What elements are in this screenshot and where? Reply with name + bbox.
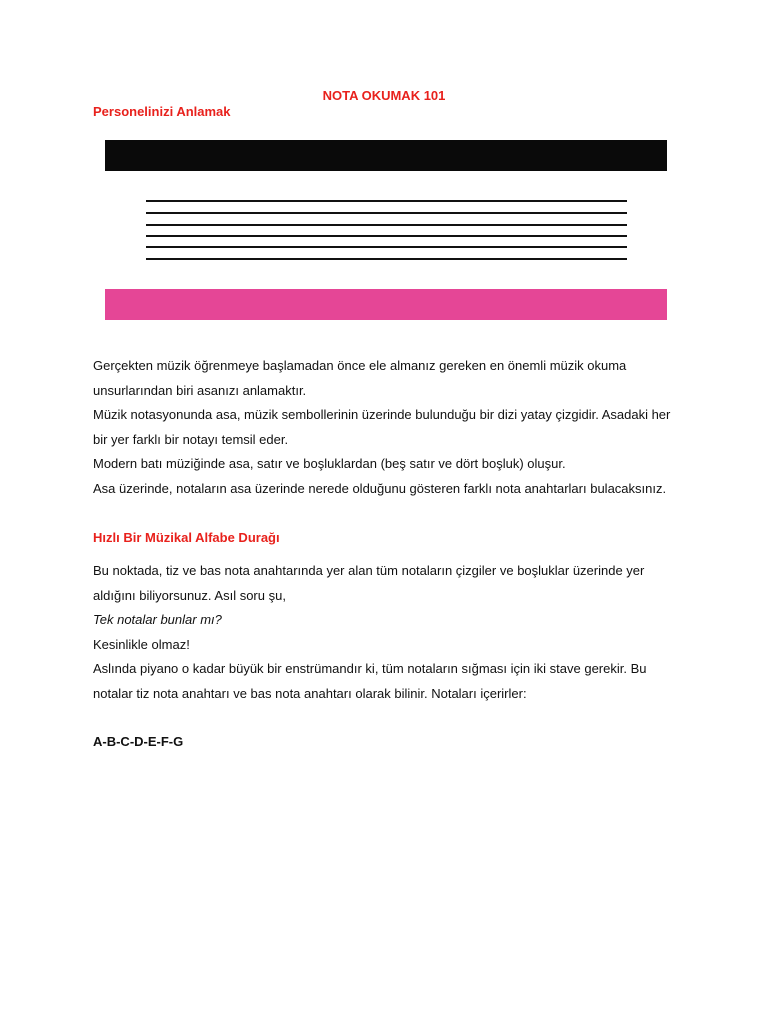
figure-top-band bbox=[105, 140, 667, 171]
staff-line bbox=[146, 200, 627, 202]
body-line: Asa üzerinde, notaların asa üzerinde nerede olduğunu gösteren farklı nota anahtarları bulacaksınız. bbox=[93, 480, 667, 496]
page-title: NOTA OKUMAK 101 bbox=[322, 88, 446, 103]
staff-line bbox=[146, 258, 627, 260]
section-heading-alphabet: Hızlı Bir Müzikal Alfabe Durağı bbox=[93, 530, 280, 545]
body-line: Müzik notasyonunda asa, müzik sembollerinin üzerinde bulunduğu bir dizi yatay çizgidir. Asadaki her bbox=[93, 407, 671, 422]
section1-body bbox=[93, 354, 678, 501]
answer-line: Kesinlikle olmaz! bbox=[93, 636, 190, 652]
staff-line bbox=[146, 246, 627, 248]
body-line: Bu noktada, tiz ve bas nota anahtarında yer alan tüm notaların çizgiler ve boşluklar üzerinde yer bbox=[93, 563, 645, 578]
body-line: Aslında piyano o kadar büyük bir enstrümandır ki, tüm notaların sığması için iki stave gerekir. Bu bbox=[93, 661, 647, 676]
section2-body bbox=[93, 559, 678, 706]
section-heading-staff: Personelinizi Anlamak bbox=[93, 104, 231, 119]
staff-line bbox=[146, 235, 627, 237]
body-line: notalar tiz nota anahtarı ve bas nota anahtarı olarak bilinir. Notaları içerirler: bbox=[93, 685, 527, 701]
question-line: Tek notalar bunlar mı? bbox=[93, 612, 222, 627]
notes-list: A-B-C-D-E-F-G bbox=[93, 734, 184, 749]
body-line: bir yer farklı bir notayı temsil eder. bbox=[93, 431, 289, 447]
body-line: unsurlarından biri asanızı anlamaktır. bbox=[93, 382, 307, 398]
staff-figure bbox=[105, 140, 667, 320]
figure-bottom-band bbox=[105, 289, 667, 320]
body-line: Gerçekten müzik öğrenmeye başlamadan önce ele almanız gereken en önemli müzik okuma bbox=[93, 358, 627, 373]
staff-line bbox=[146, 212, 627, 214]
body-line: aldığını biliyorsunuz. Asıl soru şu, bbox=[93, 587, 286, 603]
body-line: Modern batı müziğinde asa, satır ve boşluklardan (beş satır ve dört boşluk) oluşur. bbox=[93, 456, 566, 471]
staff-line bbox=[146, 224, 627, 226]
